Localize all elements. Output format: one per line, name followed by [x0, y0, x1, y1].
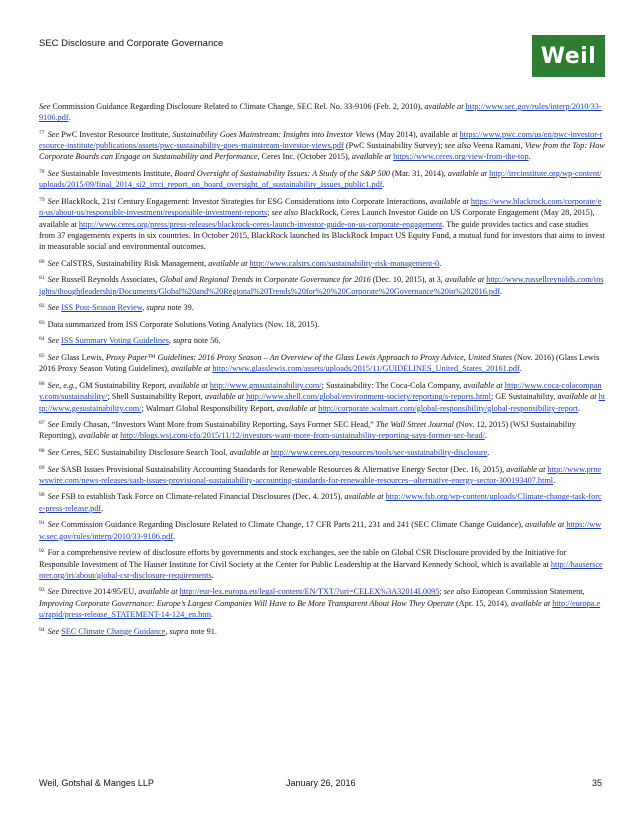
- footnote-italic-text: See: [47, 275, 60, 285]
- footnote-text: .: [382, 180, 385, 190]
- footnote-italic-text: available at: [351, 152, 392, 162]
- footnote-link[interactable]: http://www.russellreynolds.com/insights/thoughtleadership/Documents/Global%20and%20Regional%20Trends%20for%20%20Corporate%20Governance%20in%202016.pdf: [39, 275, 604, 296]
- footnote-number: 81: [39, 275, 45, 282]
- footnote-text: note 56.: [191, 336, 221, 346]
- footnote-link[interactable]: http://www.coca-colacompany.com/sustainability/: [39, 380, 602, 402]
- header-title: SEC Disclosure and Corporate Governance: [39, 38, 224, 49]
- footnote-link[interactable]: http://www.shell.com/global/environment-society/reporting/s-reports.html: [246, 392, 491, 402]
- footnote-number: 86: [39, 380, 45, 387]
- footnote-text: BlackRock, Ceres Launch Investor Guide on US Corporate Engagement (May 28, 2015), available at: [39, 208, 595, 229]
- footnote-link[interactable]: http://www.fsb.org/wp-content/uploads/Climate-change-task-force-press-release.pdf: [39, 492, 602, 513]
- footnote-text: .: [211, 610, 214, 620]
- footnote-link[interactable]: http://www.glasslewis.com/assets/uploads/2015/11/GUIDELINES_United_States_20161.pdf: [212, 364, 520, 374]
- footnote-italic-text: See: [47, 336, 60, 346]
- footnote-link[interactable]: http://www.ceres.org/press/press-releases/blackrock-ceres-launch-investor-guide-on-us-corporate-engagement: [78, 219, 443, 229]
- footnote-italic-text: See: [39, 102, 51, 111]
- footnote-text: Ceres, SEC Sustainability Disclosure Search Tool,: [59, 447, 230, 457]
- footnote-link[interactable]: ISS Post-Season Review: [61, 303, 143, 313]
- footnote-italic-text: available at: [429, 196, 469, 206]
- footnote-italic-text: See: [47, 420, 60, 430]
- footnote-text: (May 2014), available at: [374, 129, 460, 139]
- footnote-link[interactable]: http://www.calstrs.com/sustainability-risk-management-0: [249, 258, 440, 268]
- footnote-link[interactable]: http://www.gesustainability.com/: [39, 392, 606, 413]
- footnote-link[interactable]: https://www.sec.gov/rules/interp/2010/33-9106.pdf: [39, 520, 602, 541]
- footnote-text: (Mar. 31, 2014),: [389, 169, 448, 179]
- footnote-text: , Ceres Inc. (October 2015),: [257, 152, 352, 162]
- footnote-text: .: [172, 531, 176, 541]
- footnote-italic-text: available at: [447, 169, 488, 179]
- footnote-number: 94: [39, 626, 45, 633]
- footnote-link[interactable]: http://eur-lex.europa.eu/legal-content/EN/TXT/?uri=CELEX%3A32014L0095: [179, 587, 440, 597]
- footnote-number: 92: [39, 548, 45, 555]
- footnote-text: For a comprehensive review of disclosure efforts by governments and stock exchanges, see the table on Global CSR Disclosure provided by the Initiative for Responsible Investment of The Hauser Institute for Civil Society at the Center for Public Leadership at the Harvard Kennedy School, which is available at: [39, 548, 567, 569]
- footnote-text: FSB to establish Task Force on Climate-related Financial Disclosures (Dec. 4. 2015),: [59, 492, 345, 502]
- footnote-italic-text: See: [47, 520, 60, 530]
- footnote-italic-text: available at: [511, 598, 551, 608]
- footnote-italic-text: See: [47, 587, 60, 597]
- footnote-number: 84: [39, 336, 45, 343]
- footnote: [39, 626, 605, 637]
- footnote: [39, 168, 605, 191]
- footnote-italic-text: See: [47, 464, 60, 474]
- footnote-italic-text: supra: [172, 336, 192, 346]
- footnote: [39, 464, 605, 487]
- footnote-link[interactable]: ISS Summary Voting Guidelines: [61, 336, 169, 346]
- footnote-link[interactable]: http://blogs.wsj.com/cfo/2015/11/12/investors-want-more-from-sustainability-reporting-says-former-sec-head/: [120, 431, 485, 441]
- footnote-italic-text: available at: [204, 392, 245, 402]
- footnote-text: .: [484, 431, 487, 441]
- footnote-text: Sustainable Investments Institute,: [59, 169, 175, 179]
- footnote-link[interactable]: https://www.blackrock.com/corporate/en-us/about-us/responsible-investment/responsible-investment-reports: [39, 196, 602, 218]
- footnote-text: ,: [168, 336, 173, 346]
- footnote-italic-text: supra: [146, 303, 166, 313]
- footnote-number: 79: [39, 196, 45, 203]
- footnote-text: PwC Investor Resource Institute,: [59, 129, 173, 139]
- footnote-italic-text: see also: [444, 141, 471, 151]
- footnote-italic-text: available at: [171, 364, 211, 374]
- footnote-italic-text: See: [47, 169, 60, 179]
- footnote-text: Commission Guidance Regarding Disclosure Related to Climate Change, 17 CFR Parts 211, 231 and 241 (SEC Climate Change Guidance),: [59, 520, 526, 530]
- footnote-text: ;: [267, 208, 272, 218]
- footnote: [39, 519, 605, 542]
- footnote-text: ; Shell Sustainability Report,: [107, 392, 205, 402]
- footnote-italic-text: available at: [463, 380, 503, 390]
- footnote: [39, 491, 605, 514]
- footnote-text: .: [487, 447, 490, 457]
- footnote: [39, 586, 605, 620]
- footnote: [39, 380, 605, 414]
- footnote-italic-text: Global and Regional Trends in Corporate Governance for 2016: [159, 275, 371, 285]
- footnote-number: 77: [39, 129, 45, 136]
- footnote-text: . The guide provides tactics and case studies from 37 engagements experts in six countries. In October 2015, BlackRock launched its BlackRock Impact US Equity Fund, a mutual fund for investors that aims to invest in measurable social and environmental outcomes.: [39, 219, 605, 252]
- footnote-italic-text: see also: [271, 208, 298, 218]
- footnote-italic-text: Sustainability Goes Mainstream: Insights into Investor Views: [172, 129, 375, 139]
- footnote-link[interactable]: https://www.pwc.com/us/en/pwc-investor-resource-institute/publications/assets/pwc-sustainability-goes-mainstream-investor-views.pdf: [39, 129, 603, 151]
- footnote-italic-text: See: [47, 258, 60, 268]
- footnote: [39, 419, 605, 442]
- footnote-number: 83: [39, 319, 45, 326]
- footnote-link[interactable]: https://www.ceres.org/view-from-the-top: [393, 152, 529, 162]
- footnote: [39, 302, 605, 313]
- weil-logo: [532, 35, 605, 77]
- footnote: [39, 447, 605, 458]
- footnote-italic-text: available at: [506, 464, 546, 474]
- footnote-number: 82: [39, 303, 45, 310]
- footnote-italic-text: available at: [208, 258, 248, 268]
- footnote-italic-text: available at: [138, 587, 178, 597]
- footnote-text: ;: [439, 587, 444, 597]
- footnote-text: note 91.: [188, 626, 217, 636]
- footnote-text: .: [68, 113, 71, 123]
- footnote-italic-text: available at: [229, 447, 269, 457]
- footnote-text: ; Walmart Global Responsibility Report,: [141, 403, 277, 413]
- footnote-text: .: [439, 258, 442, 268]
- footnote-text: (Apr. 15, 2014),: [453, 598, 512, 608]
- footer-firm: Weil, Gotshal & Manges LLP: [39, 778, 154, 788]
- footnote-italic-text: supra: [169, 626, 189, 636]
- footnote-text: SASB Issues Provisional Sustainability Accounting Standards for Renewable Resources & Alternative Energy Sector (Dec. 16, 2015),: [59, 464, 507, 474]
- footnote-italic-text: See: [47, 303, 60, 313]
- footnote-italic-text: See, e.g.,: [47, 380, 78, 390]
- footnote-link[interactable]: http://europa.eu/rapid/press-release_STATEMENT-14-124_en.htm: [39, 598, 601, 620]
- footnote-italic-text: available at: [525, 520, 565, 530]
- footnote-text: ; Sustainability: The Coca-Cola Company,: [321, 380, 464, 390]
- footnote-text: Glass Lewis,: [59, 353, 106, 363]
- footnote-text: Directive 2014/95/EU,: [59, 587, 139, 597]
- footnote-text: .: [528, 152, 531, 162]
- footnote-italic-text: See: [47, 353, 60, 363]
- footnote-italic-text: See: [47, 492, 60, 502]
- footnote: [39, 274, 605, 297]
- footnote-text: .: [577, 403, 580, 413]
- page-number: 35: [592, 778, 603, 788]
- footnote-text: Russell Reynolds Associates,: [59, 275, 160, 285]
- footnote-number: 90: [39, 492, 45, 499]
- footnote-italic-text: The Wall Street Journal: [375, 420, 454, 430]
- logo-text: Weil: [540, 43, 597, 69]
- footnote-text: (Nov. 2016) (Glass Lewis 2016 Proxy Season Voting Guidelines),: [39, 353, 600, 374]
- footnote-link[interactable]: http://www.prnewswire.com/news-releases/sasb-issues-provisional-sustainability-accounting-standards-for-renewable-resources--alternative-energy-sector-300193407.html: [39, 464, 602, 485]
- footnote-italic-text: Proxy Paper™ Guidelines: 2016 Proxy Season – An Overview of the Glass Lewis Approach to Proxy Advice, United States: [105, 353, 513, 363]
- footnote: [39, 547, 605, 581]
- footnote-italic-text: see also: [443, 587, 471, 597]
- footnote-italic-text: View from the Top: How Corporate Boards can Engage on Sustainability and Performance: [39, 141, 605, 162]
- footnote-text: ,: [142, 303, 147, 313]
- footnote-number: 89: [39, 464, 45, 471]
- footnote-text: ,: [165, 626, 170, 636]
- footnote-text: note 39.: [165, 303, 194, 313]
- footnote-text: CalSTRS, Sustainability Risk Management,: [59, 258, 209, 268]
- footnote-number: 91: [39, 520, 45, 527]
- footnote-italic-text: available at: [444, 275, 485, 285]
- footnotes-list: [39, 101, 605, 642]
- footnote-text: (PwC Sustainability Survey);: [343, 141, 445, 151]
- footnote: [39, 258, 605, 269]
- footnote-link[interactable]: http://www.gmsustainability.com/: [209, 380, 322, 390]
- footnote-link[interactable]: SEC Climate Change Guidance: [61, 626, 166, 636]
- footnote-text: .: [101, 503, 104, 513]
- footnote-italic-text: Board Oversight of Sustainability Issues: A Study of the S&P 500: [174, 169, 390, 179]
- footnote-text: .: [553, 475, 556, 485]
- footnote-text: (Dec. 10, 2015), at 3,: [370, 275, 445, 285]
- footnote-italic-text: See: [47, 447, 60, 457]
- footnote-text: .: [211, 570, 214, 580]
- footnote-number: 80: [39, 258, 45, 265]
- footnote-text: (Nov. 12, 2015) (WSJ Sustainability Reporting),: [39, 420, 576, 441]
- footnote: [39, 335, 605, 346]
- footnote-text: Veena Ramani,: [471, 141, 525, 151]
- footnote-italic-text: available at: [78, 431, 119, 441]
- footnote-italic-text: available at: [276, 403, 316, 413]
- footnote-italic-text: available at: [344, 492, 384, 502]
- footnote-italic-text: See: [47, 129, 60, 139]
- footnote: [39, 101, 605, 124]
- footnote: [39, 196, 605, 252]
- footnote-text: Commission Guidance Regarding Disclosure Related to Climate Change, SEC Rel. No. 33-9106 (Feb. 2, 2010),: [50, 102, 425, 111]
- footnote-link[interactable]: http://corporate.walmart.com/global-responsibility/global-responsibility-report: [318, 403, 578, 413]
- footnote-italic-text: Improving Corporate Governance: Europe’s Largest Companies Will Have to Be More Transparent About How They Operate: [39, 598, 454, 608]
- footnote: [39, 352, 605, 375]
- footer-date: January 26, 2016: [286, 778, 356, 788]
- footnote-text: European Commission Statement,: [470, 587, 585, 597]
- footnote-text: BlackRock, 21st Century Engagement: Investor Strategies for ESG Considerations into Corporate Interactions,: [59, 196, 430, 206]
- footnote-number: 88: [39, 447, 45, 454]
- footnote-link[interactable]: http://irrcinstitute.org/wp-content/uploads/2015/09/final_2014_si2_irrci_report_on_board_oversight_of_sustainability_issues_public1.pdf: [39, 169, 602, 190]
- footnote-link[interactable]: http://hauserscenter.org/iri/about/global-csr-disclosure-requirements: [39, 559, 603, 580]
- footnote-link[interactable]: http://www.ceres.org/resources/tools/sec-sustainability-disclosure: [270, 447, 488, 457]
- footnote: [39, 319, 605, 330]
- footnote-text: Data summarized from ISS Corporate Solutions Voting Analytics (Nov. 18, 2015).: [47, 319, 320, 329]
- footnote-text: .: [499, 286, 502, 296]
- footnote-italic-text: available at: [424, 102, 464, 111]
- footnote-number: 87: [39, 420, 45, 427]
- footnote-text: .: [519, 364, 522, 374]
- footnote-italic-text: available at: [557, 392, 597, 402]
- footnote-number: 78: [39, 169, 45, 176]
- footnote: [39, 129, 605, 163]
- footnote-text: Emily Chasan, “Investors Want More from Sustainability Reporting, Says Former SEC Head,”: [59, 420, 376, 430]
- footnote-text: ; GE Sustainability,: [490, 392, 558, 402]
- footnote-number: 93: [39, 587, 45, 594]
- footnote-link[interactable]: http://www.sec.gov/rules/interp/2010/33-9106.pdf: [39, 102, 602, 123]
- footnote-text: GM Sustainability Report,: [77, 380, 169, 390]
- footnote-italic-text: See: [47, 196, 60, 206]
- footnote-italic-text: available at: [168, 380, 208, 390]
- footnote-italic-text: See: [47, 626, 60, 636]
- footnote-number: 85: [39, 353, 45, 360]
